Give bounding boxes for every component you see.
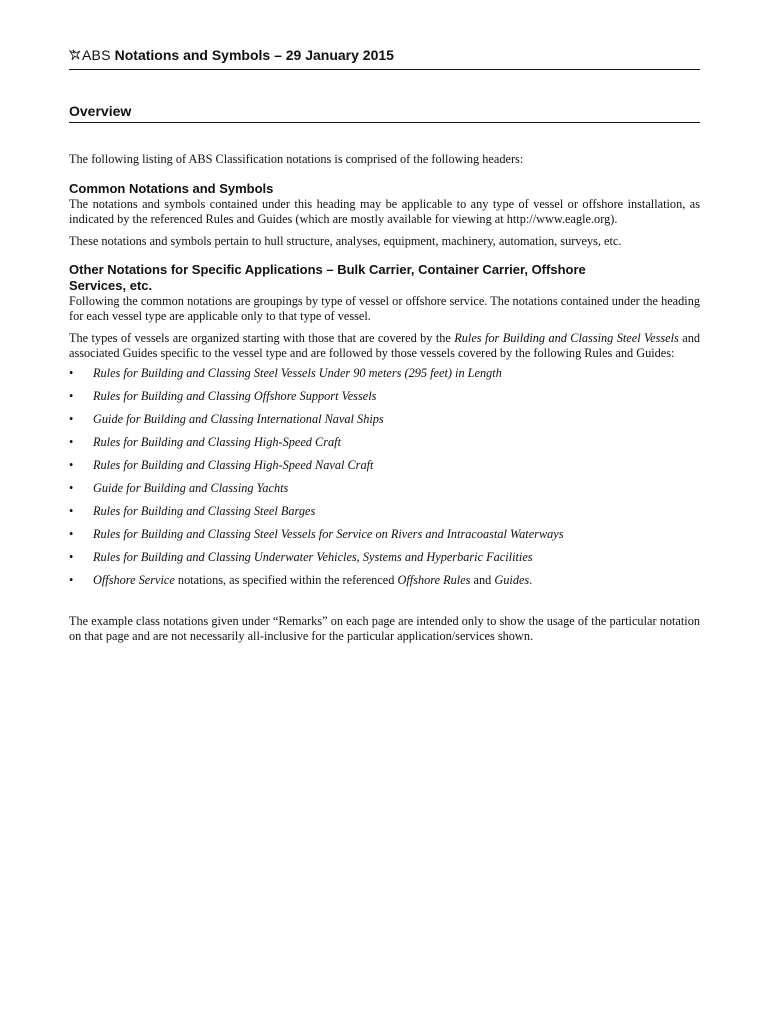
list-item-italic: Offshore Service xyxy=(93,573,175,587)
list-item-text: Rules for Building and Classing High-Speed Naval Craft xyxy=(93,458,374,472)
common-heading: Common Notations and Symbols xyxy=(69,181,274,196)
other-heading xyxy=(69,262,700,294)
bullet: • xyxy=(69,366,74,380)
section-title: Overview xyxy=(69,103,700,123)
remarks-paragraph: The example class notations given under “Remarks” on each page are intended only to show the usage of the particular notation on that page and are not necessarily all-inclusive for the particular application/services shown. xyxy=(69,614,700,643)
bullet: • xyxy=(69,573,74,587)
list-item-text: Rules for Building and Classing Underwater Vehicles, Systems and Hyperbaric Facilities xyxy=(93,550,533,564)
other-paragraph-2 xyxy=(69,331,700,361)
other-heading-line2: Services, etc. xyxy=(69,278,153,293)
other-p2-italic: Rules for Building and Classing Steel Vessels xyxy=(454,331,679,345)
list-item xyxy=(69,481,700,504)
list-item-text: . xyxy=(529,573,533,587)
other-p2-text-1: The types of vessels are organized starting with those that are covered by the xyxy=(69,331,455,345)
list-item xyxy=(69,458,700,481)
list-item xyxy=(69,573,700,596)
bullet: • xyxy=(69,481,74,495)
list-item-italic: Guides xyxy=(494,573,530,587)
list-item-text: Rules for Building and Classing High-Speed Craft xyxy=(93,435,341,449)
list-item xyxy=(69,435,700,458)
bullet: • xyxy=(69,412,74,426)
list-item xyxy=(69,504,700,527)
common-paragraph-1: The notations and symbols contained under this heading may be applicable to any type of vessel or offshore installation, as indicated by the referenced Rules and Guides (which are mostly available for viewing at http://www.eagle.org). xyxy=(69,197,700,226)
list-item-text: Guide for Building and Classing Yachts xyxy=(93,481,289,495)
logo-text: ABS xyxy=(82,47,111,63)
list-item xyxy=(69,389,700,412)
list-item-text: Rules for Building and Classing Steel Vessels for Service on Rivers and Intracoastal Waterways xyxy=(93,527,564,541)
bullet: • xyxy=(69,550,74,564)
list-item-text: Rules for Building and Classing Steel Barges xyxy=(93,504,316,518)
list-item-text: Guide for Building and Classing International Naval Ships xyxy=(93,412,384,426)
list-item-text: and xyxy=(470,573,495,587)
common-paragraph-2: These notations and symbols pertain to hull structure, analyses, equipment, machinery, automation, surveys, etc. xyxy=(69,234,622,248)
bullet: • xyxy=(69,504,74,518)
list-item-text: Rules for Building and Classing Steel Vessels Under 90 meters (295 feet) in Length xyxy=(93,366,502,380)
list-item-text: Rules for Building and Classing Offshore Support Vessels xyxy=(93,389,377,403)
list-item-text: notations, as specified within the referenced xyxy=(174,573,398,587)
bullet: • xyxy=(69,527,74,541)
document-body xyxy=(69,152,700,644)
list-item xyxy=(69,366,700,389)
other-p2-text-2: and associated Guides specific to the vessel type and are followed by those vessels covered by the following Rules and Guides: xyxy=(69,331,700,360)
header-title: Notations and Symbols – 29 January 2015 xyxy=(114,47,394,63)
bullet: • xyxy=(69,458,74,472)
list-item xyxy=(69,527,700,550)
list-item xyxy=(69,550,700,573)
running-header xyxy=(69,47,700,70)
abs-logo xyxy=(69,47,115,63)
list-item xyxy=(69,412,700,435)
other-paragraph-1: Following the common notations are groupings by type of vessel or offshore service. The notations contained under the heading for each vessel type are applicable only to that type of vessel. xyxy=(69,294,700,323)
eagle-icon xyxy=(69,49,81,61)
other-heading-line1: Other Notations for Specific Applications – Bulk Carrier, Container Carrier, Offshore xyxy=(69,262,586,277)
bullet: • xyxy=(69,389,74,403)
intro-paragraph: The following listing of ABS Classification notations is comprised of the following headers: xyxy=(69,152,524,166)
list-item-italic: Offshore Rules xyxy=(397,573,471,587)
bullet: • xyxy=(69,435,74,449)
rules-list xyxy=(69,366,700,596)
